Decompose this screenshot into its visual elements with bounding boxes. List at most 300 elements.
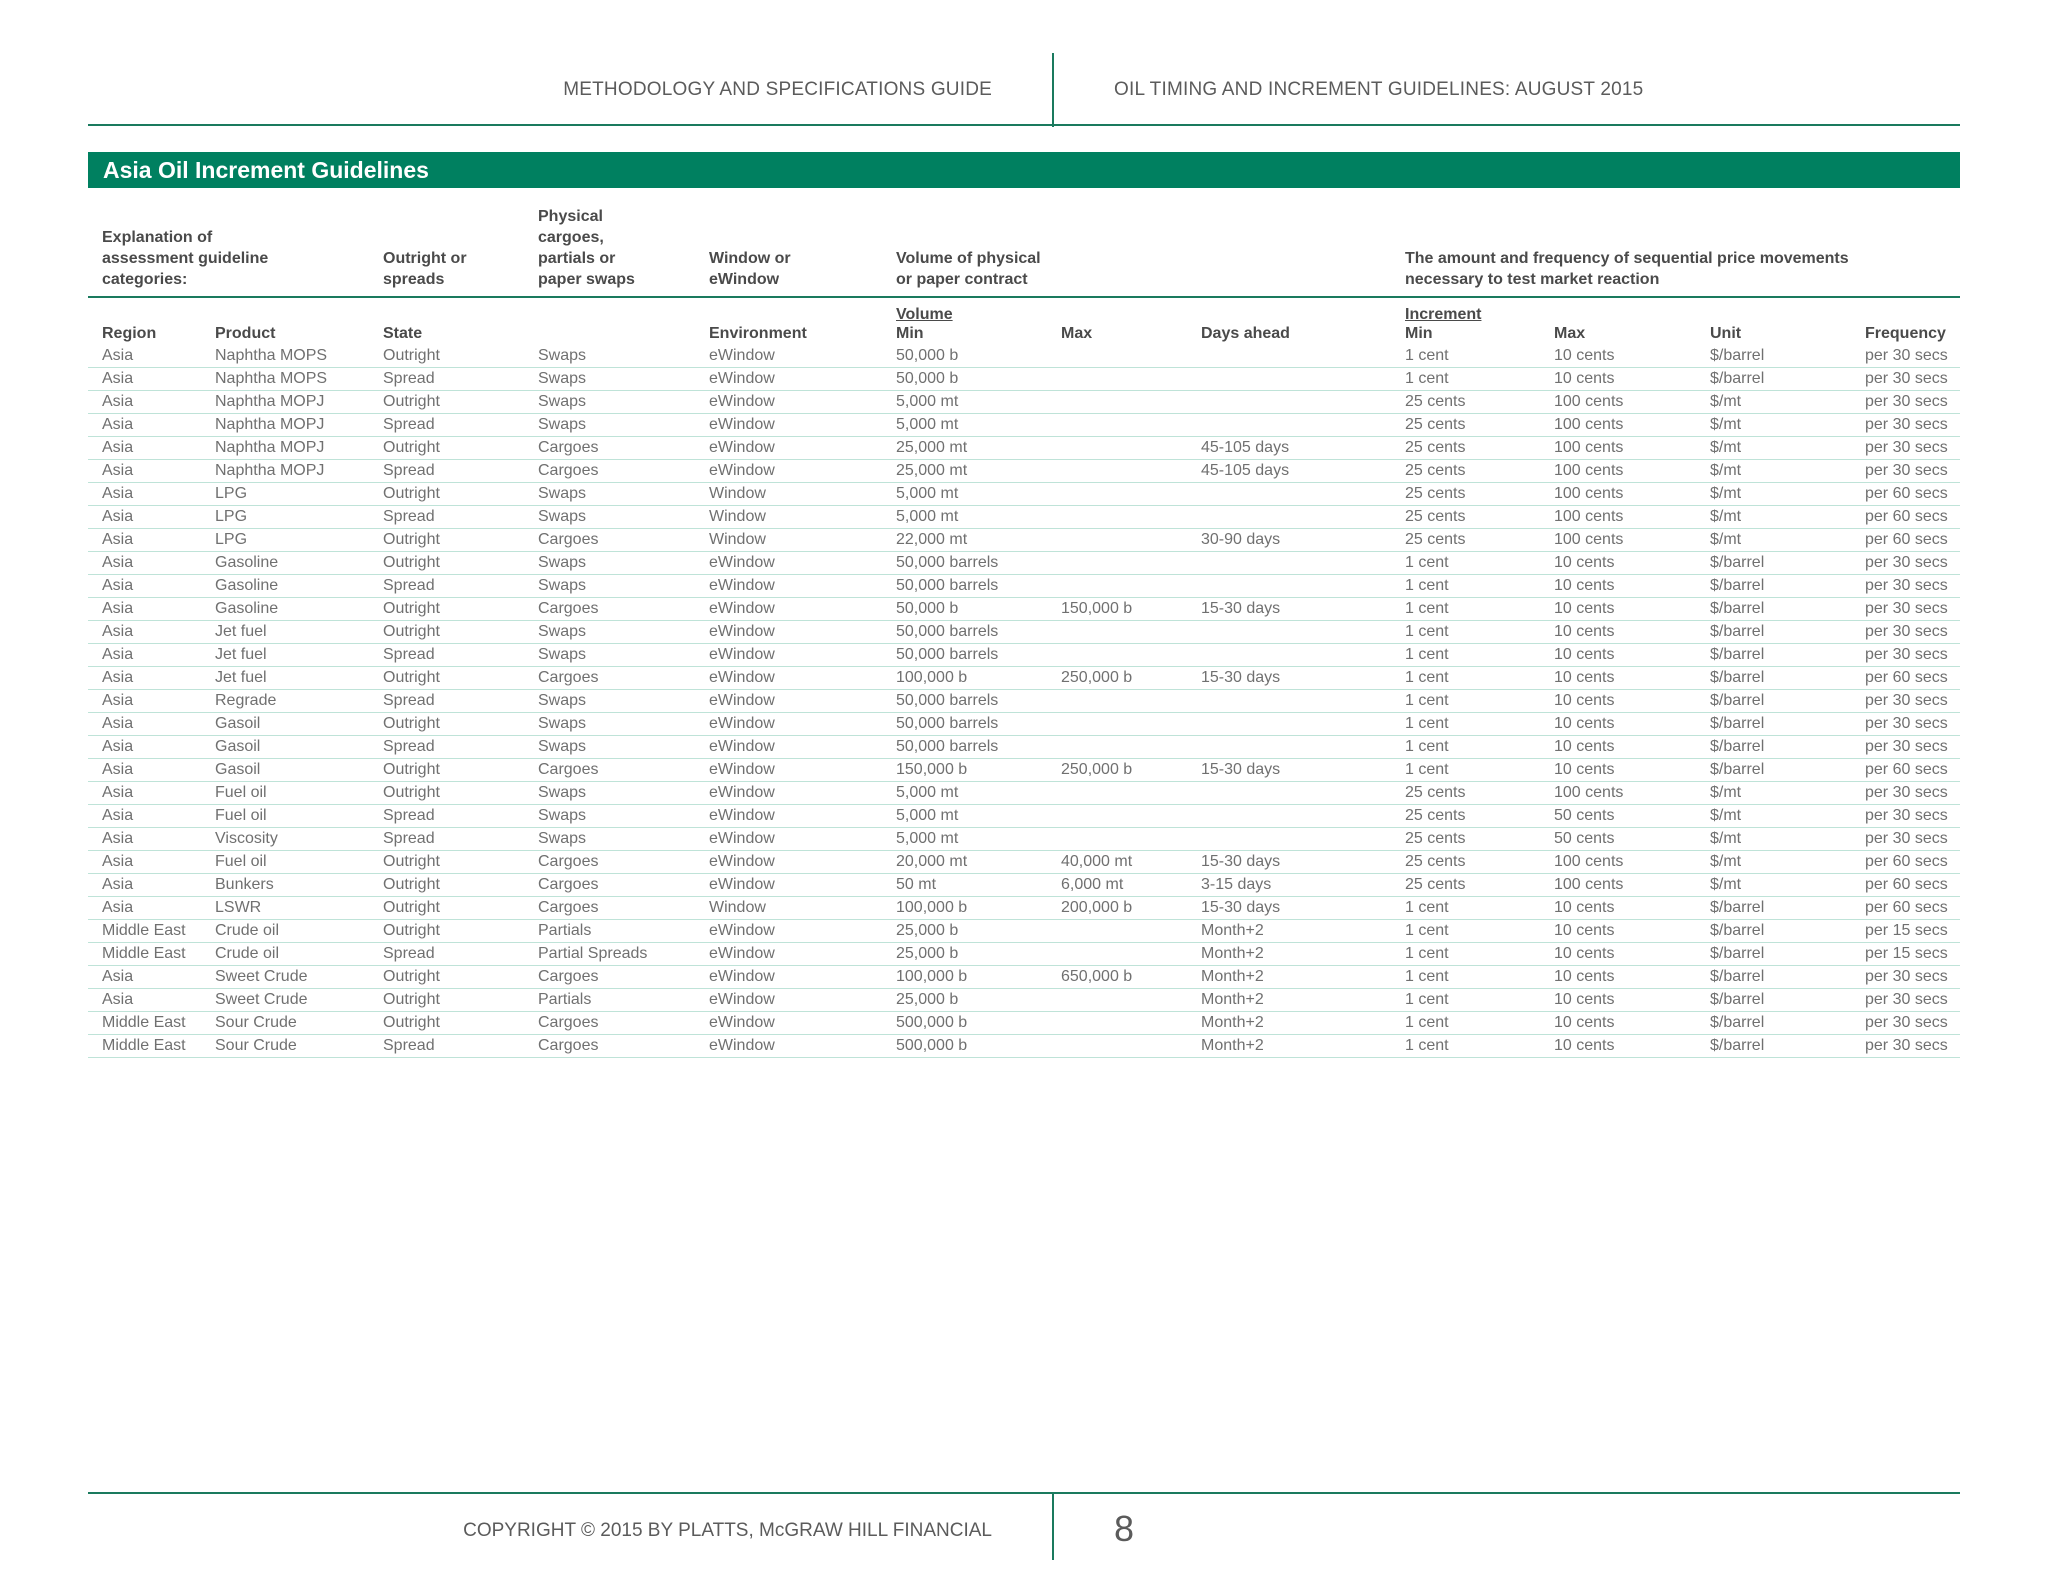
cell-days-ahead: 15-30 days (1201, 669, 1281, 686)
cell-unit: $/mt (1710, 439, 1742, 456)
cell-volume-max: 40,000 mt (1061, 853, 1133, 870)
cell-volume-min: 50 mt (896, 876, 937, 893)
cell-increment-max: 10 cents (1554, 1037, 1615, 1054)
cell-product: Naphtha MOPJ (215, 416, 325, 433)
cell-product: Fuel oil (215, 853, 267, 870)
table-row (88, 368, 1960, 391)
cell-environment: eWindow (709, 623, 775, 640)
cell-product: Naphtha MOPJ (215, 393, 325, 410)
cell-volume-min: 50,000 barrels (896, 715, 999, 732)
cell-type: Cargoes (538, 899, 599, 916)
table-row (88, 345, 1960, 368)
cell-environment: eWindow (709, 1014, 775, 1031)
cell-product: Fuel oil (215, 784, 267, 801)
cell-region: Asia (102, 830, 134, 847)
cell-environment: Window (709, 531, 766, 548)
cell-unit: $/barrel (1710, 899, 1765, 916)
cell-increment-min: 1 cent (1405, 370, 1449, 387)
cell-environment: Window (709, 899, 766, 916)
cell-type: Cargoes (538, 531, 599, 548)
cell-state: Outright (383, 922, 440, 939)
col-header-frequency: Frequency (1865, 325, 1946, 342)
category-amount (1405, 206, 1849, 290)
cell-environment: eWindow (709, 830, 775, 847)
cell-volume-min: 25,000 b (896, 991, 959, 1008)
col-header-increment-min: Min (1405, 325, 1433, 342)
cell-volume-min: 50,000 barrels (896, 738, 999, 755)
cell-product: Sour Crude (215, 1014, 297, 1031)
cell-unit: $/barrel (1710, 1037, 1765, 1054)
cell-environment: eWindow (709, 554, 775, 571)
cell-type: Swaps (538, 508, 587, 525)
table-row (88, 897, 1960, 920)
cell-volume-min: 50,000 barrels (896, 623, 999, 640)
category-volume-text: Volume of physical or paper contract (896, 250, 1041, 288)
cell-increment-min: 1 cent (1405, 577, 1449, 594)
cell-increment-min: 1 cent (1405, 761, 1449, 778)
table-row (88, 828, 1960, 851)
cell-type: Cargoes (538, 876, 599, 893)
cell-increment-max: 10 cents (1554, 715, 1615, 732)
cell-unit: $/mt (1710, 830, 1742, 847)
cell-environment: eWindow (709, 945, 775, 962)
cell-environment: eWindow (709, 738, 775, 755)
cell-increment-max: 100 cents (1554, 876, 1624, 893)
cell-region: Middle East (102, 1014, 186, 1031)
cell-type: Swaps (538, 577, 587, 594)
cell-state: Spread (383, 945, 435, 962)
cell-volume-max: 6,000 mt (1061, 876, 1124, 893)
cell-state: Outright (383, 853, 440, 870)
cell-increment-max: 10 cents (1554, 370, 1615, 387)
col-header-product: Product (215, 325, 276, 342)
cell-region: Asia (102, 508, 134, 525)
cell-volume-min: 500,000 b (896, 1014, 968, 1031)
table-row (88, 759, 1960, 782)
section-title: Asia Oil Increment Guidelines (103, 157, 429, 183)
col-header-environment: Environment (709, 325, 807, 342)
table-row (88, 483, 1960, 506)
cell-type: Swaps (538, 715, 587, 732)
cell-frequency: per 60 secs (1865, 899, 1948, 916)
cell-frequency: per 30 secs (1865, 462, 1948, 479)
cell-frequency: per 15 secs (1865, 945, 1948, 962)
cell-unit: $/mt (1710, 784, 1742, 801)
cell-type: Swaps (538, 623, 587, 640)
cell-days-ahead: 15-30 days (1201, 899, 1281, 916)
cell-unit: $/barrel (1710, 922, 1765, 939)
cell-frequency: per 30 secs (1865, 393, 1948, 410)
cell-state: Outright (383, 439, 440, 456)
cell-frequency: per 30 secs (1865, 807, 1948, 824)
cell-increment-max: 10 cents (1554, 991, 1615, 1008)
cell-unit: $/barrel (1710, 945, 1765, 962)
cell-region: Asia (102, 531, 134, 548)
cell-volume-min: 25,000 b (896, 922, 959, 939)
table-row (88, 1035, 1960, 1058)
cell-volume-max: 250,000 b (1061, 669, 1133, 686)
cell-frequency: per 30 secs (1865, 554, 1948, 571)
cell-type: Swaps (538, 347, 587, 364)
cell-type: Cargoes (538, 1037, 599, 1054)
cell-increment-min: 1 cent (1405, 692, 1449, 709)
cell-frequency: per 60 secs (1865, 853, 1948, 870)
cell-product: Naphtha MOPS (215, 347, 328, 364)
category-outright-text: Outright or spreads (383, 250, 467, 288)
page-number: 8 (1114, 1508, 1135, 1549)
cell-product: LPG (215, 531, 248, 548)
cell-type: Swaps (538, 416, 587, 433)
cell-volume-min: 50,000 b (896, 600, 959, 617)
cell-environment: eWindow (709, 577, 775, 594)
category-physical (538, 206, 635, 290)
cell-environment: eWindow (709, 462, 775, 479)
col-header-increment-max: Max (1554, 325, 1586, 342)
cell-increment-min: 1 cent (1405, 600, 1449, 617)
table-row (88, 690, 1960, 713)
table-row (88, 414, 1960, 437)
category-explanation-text: Explanation of assessment guideline categories: (102, 229, 269, 288)
table-row (88, 713, 1960, 736)
cell-region: Asia (102, 761, 134, 778)
cell-region: Asia (102, 370, 134, 387)
cell-environment: eWindow (709, 991, 775, 1008)
table-body (88, 345, 1960, 1058)
cell-product: Regrade (215, 692, 277, 709)
cell-product: Gasoil (215, 715, 261, 732)
cell-state: Outright (383, 393, 440, 410)
col-header-volume-min: Min (896, 325, 924, 342)
cell-increment-min: 1 cent (1405, 1037, 1449, 1054)
footer-rule (88, 1492, 1960, 1494)
cell-increment-max: 10 cents (1554, 692, 1615, 709)
cell-type: Cargoes (538, 669, 599, 686)
cell-environment: eWindow (709, 416, 775, 433)
cell-increment-min: 1 cent (1405, 1014, 1449, 1031)
cell-region: Asia (102, 623, 134, 640)
header-doc-title: OIL TIMING AND INCREMENT GUIDELINES: AUGUST 2015 (1114, 79, 1644, 100)
cell-increment-max: 100 cents (1554, 853, 1624, 870)
category-volume (896, 206, 1041, 290)
cell-unit: $/mt (1710, 393, 1742, 410)
cell-product: Gasoline (215, 577, 279, 594)
cell-state: Outright (383, 968, 440, 985)
cell-product: Sweet Crude (215, 991, 308, 1008)
cell-days-ahead: 45-105 days (1201, 462, 1290, 479)
cell-frequency: per 60 secs (1865, 669, 1948, 686)
cell-product: Crude oil (215, 922, 280, 939)
cell-region: Asia (102, 853, 134, 870)
cell-region: Asia (102, 347, 134, 364)
cell-increment-min: 25 cents (1405, 807, 1466, 824)
section-title-bar (88, 152, 1960, 188)
cell-unit: $/mt (1710, 485, 1742, 502)
cell-volume-min: 5,000 mt (896, 393, 959, 410)
cell-type: Swaps (538, 646, 587, 663)
cell-volume-min: 5,000 mt (896, 485, 959, 502)
cell-product: Gasoil (215, 738, 261, 755)
cell-state: Spread (383, 646, 435, 663)
cell-unit: $/barrel (1710, 1014, 1765, 1031)
cell-environment: eWindow (709, 347, 775, 364)
cell-state: Spread (383, 577, 435, 594)
cell-type: Swaps (538, 485, 587, 502)
cell-environment: eWindow (709, 807, 775, 824)
cell-region: Asia (102, 692, 134, 709)
cell-increment-max: 10 cents (1554, 922, 1615, 939)
cell-increment-min: 1 cent (1405, 347, 1449, 364)
cell-increment-min: 1 cent (1405, 646, 1449, 663)
table-row (88, 736, 1960, 759)
cell-state: Outright (383, 485, 440, 502)
group-label-increment: Increment (1405, 306, 1482, 323)
cell-region: Asia (102, 899, 134, 916)
cell-state: Spread (383, 370, 435, 387)
cell-increment-max: 10 cents (1554, 577, 1615, 594)
cell-volume-min: 500,000 b (896, 1037, 968, 1054)
col-header-state: State (383, 325, 423, 342)
cell-product: Naphtha MOPJ (215, 439, 325, 456)
cell-state: Spread (383, 462, 435, 479)
cell-unit: $/barrel (1710, 623, 1765, 640)
table-row (88, 851, 1960, 874)
cell-unit: $/barrel (1710, 600, 1765, 617)
cell-volume-min: 50,000 b (896, 370, 959, 387)
cell-unit: $/barrel (1710, 715, 1765, 732)
cell-frequency: per 30 secs (1865, 968, 1948, 985)
table-row (88, 1012, 1960, 1035)
cell-state: Outright (383, 761, 440, 778)
cell-volume-min: 50,000 b (896, 347, 959, 364)
cell-unit: $/mt (1710, 462, 1742, 479)
cell-frequency: per 30 secs (1865, 1037, 1948, 1054)
table-row (88, 552, 1960, 575)
cell-region: Asia (102, 738, 134, 755)
cell-increment-min: 25 cents (1405, 439, 1466, 456)
cell-environment: eWindow (709, 968, 775, 985)
cell-unit: $/mt (1710, 531, 1742, 548)
cell-days-ahead: Month+2 (1201, 945, 1264, 962)
col-header-volume-max: Max (1061, 325, 1093, 342)
cell-volume-min: 100,000 b (896, 669, 968, 686)
cell-increment-min: 25 cents (1405, 830, 1466, 847)
table-top-rule (88, 296, 1960, 298)
cell-increment-max: 100 cents (1554, 784, 1624, 801)
cell-increment-max: 100 cents (1554, 462, 1624, 479)
cell-increment-min: 1 cent (1405, 945, 1449, 962)
cell-environment: eWindow (709, 922, 775, 939)
cell-frequency: per 30 secs (1865, 370, 1948, 387)
cell-state: Outright (383, 991, 440, 1008)
cell-volume-min: 50,000 barrels (896, 692, 999, 709)
cell-region: Asia (102, 807, 134, 824)
cell-increment-min: 25 cents (1405, 876, 1466, 893)
cell-type: Cargoes (538, 968, 599, 985)
cell-state: Outright (383, 669, 440, 686)
cell-volume-min: 5,000 mt (896, 807, 959, 824)
cell-increment-max: 100 cents (1554, 508, 1624, 525)
group-label-volume: Volume (896, 306, 953, 323)
cell-product: Sour Crude (215, 1037, 297, 1054)
cell-frequency: per 60 secs (1865, 761, 1948, 778)
header-divider (1052, 53, 1054, 127)
cell-volume-min: 5,000 mt (896, 784, 959, 801)
cell-type: Cargoes (538, 761, 599, 778)
cell-region: Asia (102, 646, 134, 663)
cell-increment-max: 50 cents (1554, 830, 1615, 847)
cell-volume-min: 25,000 b (896, 945, 959, 962)
cell-frequency: per 30 secs (1865, 784, 1948, 801)
cell-increment-min: 1 cent (1405, 715, 1449, 732)
cell-state: Spread (383, 807, 435, 824)
cell-volume-min: 20,000 mt (896, 853, 968, 870)
cell-state: Outright (383, 899, 440, 916)
cell-frequency: per 30 secs (1865, 692, 1948, 709)
cell-volume-min: 50,000 barrels (896, 554, 999, 571)
cell-days-ahead: 15-30 days (1201, 853, 1281, 870)
cell-days-ahead: Month+2 (1201, 1037, 1264, 1054)
cell-frequency: per 30 secs (1865, 830, 1948, 847)
cell-frequency: per 60 secs (1865, 531, 1948, 548)
category-outright (383, 206, 467, 290)
cell-environment: eWindow (709, 692, 775, 709)
cell-increment-min: 25 cents (1405, 485, 1466, 502)
table-row (88, 506, 1960, 529)
cell-days-ahead: Month+2 (1201, 1014, 1264, 1031)
cell-volume-min: 100,000 b (896, 968, 968, 985)
cell-increment-min: 1 cent (1405, 922, 1449, 939)
cell-unit: $/mt (1710, 853, 1742, 870)
cell-state: Outright (383, 554, 440, 571)
table-row (88, 943, 1960, 966)
cell-days-ahead: Month+2 (1201, 968, 1264, 985)
cell-unit: $/barrel (1710, 669, 1765, 686)
cell-type: Cargoes (538, 853, 599, 870)
cell-increment-max: 50 cents (1554, 807, 1615, 824)
cell-product: Fuel oil (215, 807, 267, 824)
cell-volume-min: 50,000 barrels (896, 646, 999, 663)
category-physical-text: Physical cargoes, partials or paper swaps (538, 208, 635, 288)
cell-increment-max: 10 cents (1554, 646, 1615, 663)
cell-days-ahead: 3-15 days (1201, 876, 1272, 893)
cell-frequency: per 30 secs (1865, 991, 1948, 1008)
cell-type: Cargoes (538, 600, 599, 617)
cell-state: Spread (383, 1037, 435, 1054)
cell-environment: eWindow (709, 853, 775, 870)
cell-frequency: per 30 secs (1865, 347, 1948, 364)
cell-region: Asia (102, 784, 134, 801)
table-row (88, 575, 1960, 598)
footer-divider (1052, 1494, 1054, 1560)
table-row (88, 460, 1960, 483)
cell-type: Swaps (538, 393, 587, 410)
cell-state: Outright (383, 531, 440, 548)
cell-region: Asia (102, 600, 134, 617)
cell-type: Swaps (538, 554, 587, 571)
cell-increment-min: 1 cent (1405, 738, 1449, 755)
cell-region: Middle East (102, 945, 186, 962)
cell-type: Partials (538, 991, 592, 1008)
cell-product: Naphtha MOPS (215, 370, 328, 387)
footer-copyright: COPYRIGHT © 2015 BY PLATTS, McGRAW HILL FINANCIAL (463, 1520, 992, 1541)
cell-region: Asia (102, 669, 134, 686)
cell-region: Asia (102, 462, 134, 479)
cell-increment-max: 10 cents (1554, 899, 1615, 916)
cell-increment-max: 10 cents (1554, 761, 1615, 778)
category-window-text: Window or eWindow (709, 250, 791, 288)
cell-region: Asia (102, 554, 134, 571)
cell-product: Jet fuel (215, 646, 267, 663)
cell-unit: $/mt (1710, 508, 1742, 525)
cell-environment: eWindow (709, 1037, 775, 1054)
cell-days-ahead: 45-105 days (1201, 439, 1290, 456)
cell-product: Gasoil (215, 761, 261, 778)
cell-product: Jet fuel (215, 669, 267, 686)
cell-state: Outright (383, 784, 440, 801)
cell-volume-min: 100,000 b (896, 899, 968, 916)
cell-volume-min: 22,000 mt (896, 531, 968, 548)
cell-region: Asia (102, 439, 134, 456)
cell-increment-min: 25 cents (1405, 393, 1466, 410)
cell-state: Outright (383, 600, 440, 617)
cell-increment-max: 10 cents (1554, 669, 1615, 686)
cell-type: Partial Spreads (538, 945, 648, 962)
cell-product: Sweet Crude (215, 968, 308, 985)
cell-increment-min: 25 cents (1405, 784, 1466, 801)
cell-type: Cargoes (538, 1014, 599, 1031)
cell-volume-min: 25,000 mt (896, 462, 968, 479)
cell-frequency: per 30 secs (1865, 439, 1948, 456)
cell-frequency: per 30 secs (1865, 623, 1948, 640)
cell-state: Outright (383, 1014, 440, 1031)
cell-increment-max: 10 cents (1554, 347, 1615, 364)
cell-days-ahead: Month+2 (1201, 922, 1264, 939)
cell-type: Swaps (538, 830, 587, 847)
cell-increment-min: 1 cent (1405, 669, 1449, 686)
table-row (88, 966, 1960, 989)
cell-type: Swaps (538, 738, 587, 755)
cell-unit: $/barrel (1710, 347, 1765, 364)
cell-state: Spread (383, 738, 435, 755)
cell-frequency: per 30 secs (1865, 416, 1948, 433)
table-row (88, 621, 1960, 644)
category-amount-text: The amount and frequency of sequential price movements necessary to test market reaction (1405, 250, 1849, 288)
cell-unit: $/barrel (1710, 761, 1765, 778)
cell-frequency: per 30 secs (1865, 600, 1948, 617)
cell-product: Crude oil (215, 945, 280, 962)
cell-increment-min: 1 cent (1405, 899, 1449, 916)
cell-product: Gasoline (215, 554, 279, 571)
cell-unit: $/barrel (1710, 577, 1765, 594)
cell-unit: $/barrel (1710, 738, 1765, 755)
cell-increment-max: 10 cents (1554, 554, 1615, 571)
cell-type: Swaps (538, 784, 587, 801)
cell-volume-min: 150,000 b (896, 761, 968, 778)
table-row (88, 782, 1960, 805)
cell-environment: eWindow (709, 393, 775, 410)
cell-unit: $/barrel (1710, 554, 1765, 571)
cell-region: Asia (102, 991, 134, 1008)
table-row (88, 667, 1960, 690)
cell-region: Asia (102, 968, 134, 985)
cell-increment-min: 25 cents (1405, 531, 1466, 548)
category-window (709, 206, 791, 290)
cell-unit: $/barrel (1710, 968, 1765, 985)
cell-increment-max: 10 cents (1554, 623, 1615, 640)
cell-state: Outright (383, 715, 440, 732)
cell-product: LPG (215, 485, 248, 502)
cell-product: Jet fuel (215, 623, 267, 640)
